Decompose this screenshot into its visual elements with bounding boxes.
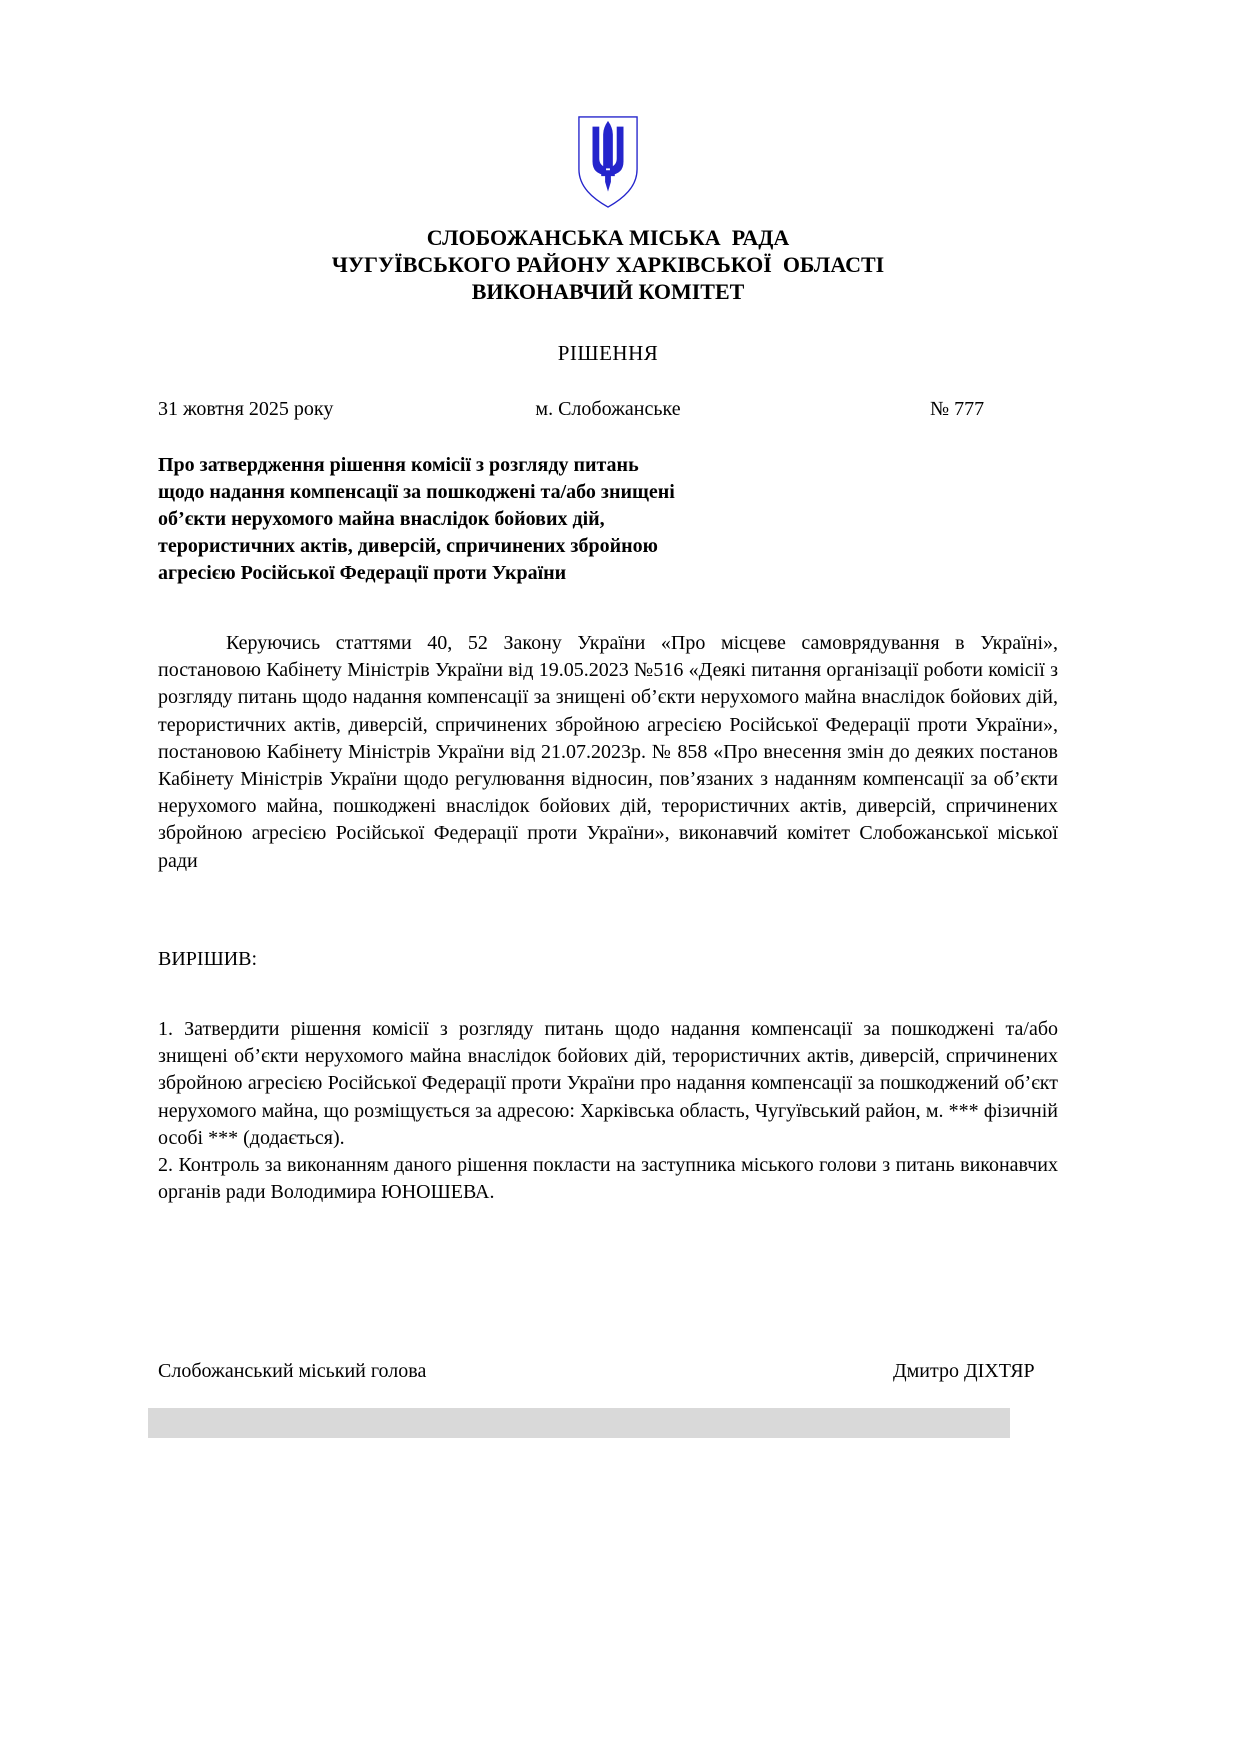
org-name-line3: ВИКОНАВЧИЙ КОМІТЕТ xyxy=(471,279,745,304)
resolution-items xyxy=(158,1016,1058,1206)
subject-line: об’єкти нерухомого майна внаслідок бойових дій, xyxy=(158,508,605,530)
subject-line: Про затвердження рішення комісії з розгляду питань xyxy=(158,454,639,476)
resolution-item-2: 2. Контроль за виконанням даного рішення покласти на заступника міського голови з питань виконавчих органів ради Володимира ЮНОШЕВА. xyxy=(158,1154,1058,1204)
subject-line: агресією Російської Федерації проти України xyxy=(158,562,567,584)
document-date: 31 жовтня 2025 року xyxy=(158,398,334,420)
document-subject xyxy=(158,452,798,587)
resolution-label: ВИРІШИВ: xyxy=(158,948,258,970)
org-name-line2: ЧУГУЇВСЬКОГО РАЙОНУ ХАРКІВСЬКОЇ ОБЛАСТІ xyxy=(331,252,885,277)
document-place: м. Слобожанське xyxy=(535,398,681,420)
signatory-position: Слобожанський міський голова xyxy=(158,1360,427,1382)
subject-line: терористичних актів, диверсій, спричинених збройною xyxy=(158,535,658,557)
resolution-item-1: 1. Затвердити рішення комісії з розгляду питань щодо надання компенсації за пошкоджені та/або знищені об’єкти нерухомого майна внаслідок бойових дій, терористичних актів, диверсій, спричинених збройною агресією Російської Федерації проти України про надання компенсації за пошкоджений об’єкт нерухомого майна, що розміщується за адресою: Харківська область, Чугуївський район, м. *** фізичній особі *** (додається). xyxy=(158,1018,1058,1149)
redacted-area xyxy=(148,1408,1010,1438)
subject-line: щодо надання компенсації за пошкоджені та/або знищені xyxy=(158,481,675,503)
preamble-paragraph: Керуючись статтями 40, 52 Закону України «Про місцеве самоврядування в Україні», постановою Кабінету Міністрів України від 19.05.2023 №516 «Деякі питання організації роботи комісії з розгляду питань щодо надання компенсації за знищені об’єкти нерухомого майна внаслідок бойових дій, терористичних актів, диверсій, спричинених збройною агресією Російської Федерації проти України», постановою Кабінету Міністрів України від 21.07.2023р. № 858 «Про внесення змін до деяких постанов Кабінету Міністрів України щодо регулювання відносин, пов’язаних з наданням компенсації за об’єкти нерухомого майна, пошкоджені внаслідок бойових дій, терористичних актів, диверсій, спричинених збройною агресією Російської Федерації проти України», виконавчий комітет Слобожанської міської ради xyxy=(158,632,1058,872)
document-type-title: РІШЕННЯ xyxy=(557,341,659,365)
document-number: № 777 xyxy=(930,398,985,420)
org-name-line1: СЛОБОЖАНСЬКА МІСЬКА РАДА xyxy=(426,225,790,250)
ukraine-trident-emblem xyxy=(577,114,639,211)
signatory-name: Дмитро ДІХТЯР xyxy=(893,1360,1035,1382)
